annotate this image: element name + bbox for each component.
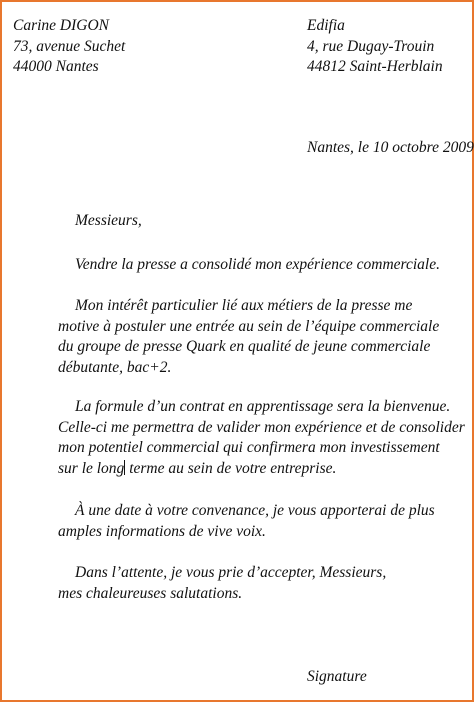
recipient-name: Edifia [307, 17, 345, 34]
sender-name: Carine DIGON [13, 17, 110, 34]
signature: Signature [307, 668, 367, 685]
closing [58, 563, 386, 604]
paragraph-4 [58, 501, 435, 542]
paragraph-2-line-3: du groupe de presse Quark en qualité de jeune commerciale [58, 338, 431, 356]
closing-line-2: mes chaleureuses salutations. [58, 584, 243, 602]
date-line: Nantes, le 10 octobre 2009 [307, 139, 474, 156]
paragraph-3-line-4-start: sur le long [58, 459, 125, 477]
paragraph-2-line-1: Mon intérêt particulier lié aux métiers de la presse me [75, 297, 413, 314]
paragraph-1: Vendre la presse a consolidé mon expérience commerciale. [75, 256, 440, 273]
paragraph-3-line-2: Celle-ci me permettra de valider mon expérience et de consolider [58, 418, 465, 436]
paragraph-4-line-2: amples informations de vive voix. [58, 522, 266, 540]
recipient-city: 44812 Saint-Herblain [307, 58, 443, 76]
paragraph-3 [58, 397, 465, 479]
closing-line-1: Dans l’attente, je vous prie d’accepter, Messieurs, [75, 564, 387, 581]
paragraph-2-line-4: débutante, bac+2. [58, 358, 172, 376]
recipient-address [307, 16, 443, 78]
sender-city: 44000 Nantes [13, 58, 99, 76]
paragraph-4-line-1: À une date à votre convenance, je vous apporterai de plus [75, 502, 435, 519]
paragraph-3-line-3: mon potentiel commercial qui confirmera mon investissement [58, 439, 440, 457]
sender-street: 73, avenue Suchet [13, 37, 126, 55]
salutation: Messieurs, [75, 212, 142, 229]
paragraph-2 [58, 296, 439, 378]
sender-address [13, 16, 125, 78]
paragraph-3-line-1: La formule d’un contrat en apprentissage sera la bienvenue. [75, 398, 451, 415]
paragraph-2-line-2: motive à postuler une entrée au sein de l’équipe commerciale [58, 317, 440, 335]
paragraph-3-line-4[interactable] [58, 459, 465, 480]
paragraph-3-line-4-end: terme au sein de votre entreprise. [125, 459, 337, 477]
recipient-street: 4, rue Dugay-Trouin [307, 37, 435, 55]
